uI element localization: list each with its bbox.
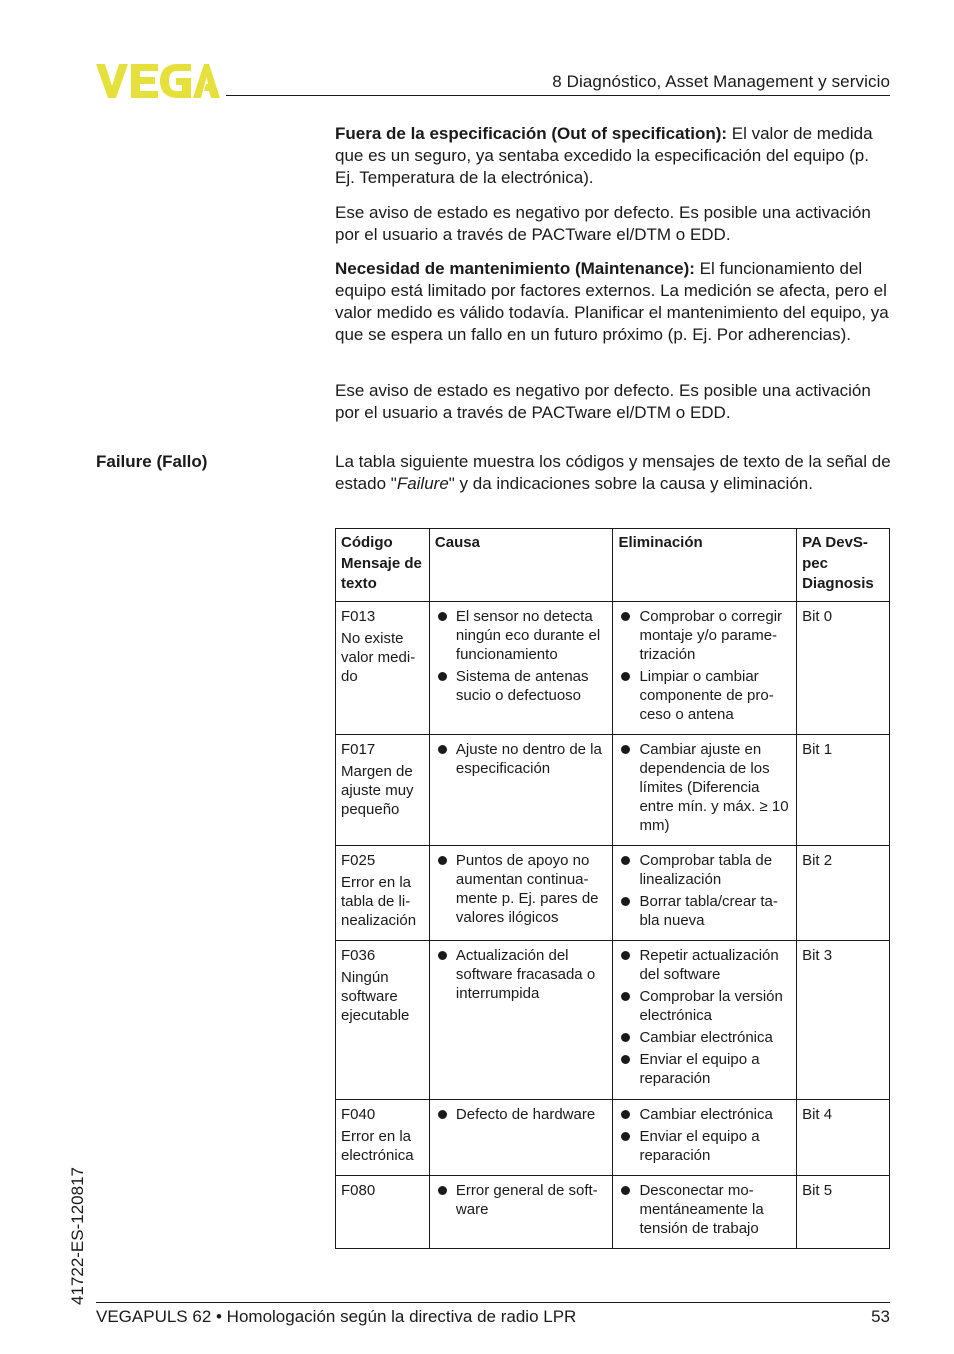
maintenance-term: Necesidad de mantenimiento (Maintenance): xyxy=(335,259,695,278)
cell-remedy xyxy=(613,602,797,735)
cell-bit: Bit 3 xyxy=(797,941,890,1100)
failure-table xyxy=(335,528,890,1249)
cell-bit: Bit 2 xyxy=(797,846,890,941)
cell-cause xyxy=(429,846,613,941)
error-message: Error en la tabla de li-nealización xyxy=(341,874,417,929)
cause-list xyxy=(435,607,609,705)
header-rule xyxy=(226,95,890,96)
cell-code xyxy=(336,941,430,1100)
remedy-list xyxy=(618,607,792,724)
cell-code xyxy=(336,1176,430,1249)
failure-heading: Failure (Fallo) xyxy=(96,452,208,471)
page-number: 53 xyxy=(871,1307,890,1326)
error-message: Error en la electrónica xyxy=(341,1128,414,1164)
remedy-item: Cambiar ajuste en dependencia de los límites (Diferencia entre mín. y máx. ≥ 10 mm) xyxy=(618,740,792,835)
header-code: Código Mensaje de texto xyxy=(336,529,430,602)
cell-code xyxy=(336,602,430,735)
paragraph-default-negative-1: Ese aviso de estado es negativo por defecto. Es posible una activación por el usuario a través de PACTware el/DTM o EDD. xyxy=(335,203,871,244)
cell-code xyxy=(336,735,430,846)
cause-item: El sensor no detecta ningún eco durante el funcionamiento xyxy=(435,607,609,664)
maintenance-text: El funcionamiento del equipo está limitado por factores externos. La medición se afecta, pero el valor medido es válido todavía. Planificar el mantenimiento del equipo, ya que se espera un fallo en un futuro próximo (p. Ej. Por adherencias). xyxy=(335,259,889,344)
cause-item: Puntos de apoyo no aumentan continua-mente p. Ej. pares de valores ilógicos xyxy=(435,851,609,927)
error-code: F036 xyxy=(341,947,376,964)
cause-item: Sistema de antenas sucio o defectuoso xyxy=(435,667,609,705)
remedy-item: Comprobar tabla de linealización xyxy=(618,851,792,889)
header-pa-diagnosis: PA DevS-pec Diagnosis xyxy=(797,529,890,602)
remedy-item: Desconectar mo-mentáneamente la tensión de trabajo xyxy=(618,1181,792,1238)
cell-remedy xyxy=(613,846,797,941)
footer-title: VEGAPULS 62 • Homologación según la directiva de radio LPR xyxy=(96,1307,577,1326)
paragraph-default-negative-2: Ese aviso de estado es negativo por defecto. Es posible una activación por el usuario a través de PACTware el/DTM o EDD. xyxy=(335,381,871,422)
table-row xyxy=(336,1100,890,1176)
remedy-list xyxy=(618,1181,792,1238)
error-message: No existe valor medi-do xyxy=(341,630,416,685)
failure-intro-a: La tabla siguiente muestra los códigos y mensajes de texto de la señal de estado " xyxy=(335,452,891,493)
out-of-spec-text: El valor de medida que es un seguro, ya sentaba excedido la especificación del equipo (p. Ej. Temperatura de la electrónica). xyxy=(335,124,873,187)
cell-remedy xyxy=(613,735,797,846)
table-row xyxy=(336,941,890,1100)
cell-bit: Bit 4 xyxy=(797,1100,890,1176)
error-code: F017 xyxy=(341,741,376,758)
cause-list xyxy=(435,851,609,927)
section-title: 8 Diagnóstico, Asset Management y servicio xyxy=(552,72,890,91)
cell-cause xyxy=(429,602,613,735)
cell-code xyxy=(336,1100,430,1176)
remedy-item: Limpiar o cambiar componente de pro-ceso o antena xyxy=(618,667,792,724)
cause-item: Error general de soft-ware xyxy=(435,1181,609,1219)
cell-code xyxy=(336,846,430,941)
remedy-item: Enviar el equipo a reparación xyxy=(618,1127,792,1165)
header-cause: Causa xyxy=(429,529,613,602)
cause-list xyxy=(435,946,609,1003)
document-code: 41722-ES-120817 xyxy=(68,1166,87,1305)
cell-bit: Bit 5 xyxy=(797,1176,890,1249)
remedy-list xyxy=(618,1105,792,1165)
footer-rule xyxy=(96,1302,890,1303)
error-code: F080 xyxy=(341,1182,376,1199)
cell-remedy xyxy=(613,1100,797,1176)
cell-cause xyxy=(429,735,613,846)
table-body xyxy=(336,602,890,1249)
error-message: Margen de ajuste muy pequeño xyxy=(341,763,414,818)
remedy-item: Cambiar electrónica xyxy=(618,1028,792,1047)
paragraph-out-of-spec xyxy=(335,123,891,189)
cell-bit: Bit 1 xyxy=(797,735,890,846)
vega-logo xyxy=(96,64,220,98)
paragraph-maintenance xyxy=(335,258,891,346)
failure-intro-italic: Failure xyxy=(396,474,449,493)
error-code: F040 xyxy=(341,1106,376,1123)
remedy-item: Comprobar o corregir montaje y/o parame-trización xyxy=(618,607,792,664)
cell-cause xyxy=(429,941,613,1100)
error-code: F013 xyxy=(341,608,376,625)
paragraph-failure-intro xyxy=(335,451,891,495)
remedy-item: Comprobar la versión electrónica xyxy=(618,987,792,1025)
table-header-row xyxy=(336,529,890,602)
remedy-list xyxy=(618,851,792,930)
table-row xyxy=(336,602,890,735)
remedy-item: Cambiar electrónica xyxy=(618,1105,792,1124)
header-elimination: Eliminación xyxy=(613,529,797,602)
table-row xyxy=(336,846,890,941)
cause-list xyxy=(435,740,609,778)
remedy-list xyxy=(618,946,792,1088)
table-row xyxy=(336,735,890,846)
cause-list xyxy=(435,1105,609,1124)
remedy-item: Repetir actualización del software xyxy=(618,946,792,984)
cause-item: Defecto de hardware xyxy=(435,1105,609,1124)
cell-bit: Bit 0 xyxy=(797,602,890,735)
error-message: Ningún software ejecutable xyxy=(341,969,410,1024)
error-code: F025 xyxy=(341,852,376,869)
table-row xyxy=(336,1176,890,1249)
cause-item: Ajuste no dentro de la especificación xyxy=(435,740,609,778)
cell-cause xyxy=(429,1176,613,1249)
remedy-list xyxy=(618,740,792,835)
remedy-item: Enviar el equipo a reparación xyxy=(618,1050,792,1088)
out-of-spec-term: Fuera de la especificación (Out of specification): xyxy=(335,124,728,143)
remedy-item: Borrar tabla/crear ta-bla nueva xyxy=(618,892,792,930)
cause-item: Actualización del software fracasada o interrumpida xyxy=(435,946,609,1003)
cell-remedy xyxy=(613,941,797,1100)
cell-remedy xyxy=(613,1176,797,1249)
cause-list xyxy=(435,1181,609,1219)
cell-cause xyxy=(429,1100,613,1176)
failure-intro-b: " y da indicaciones sobre la causa y eliminación. xyxy=(448,474,813,493)
